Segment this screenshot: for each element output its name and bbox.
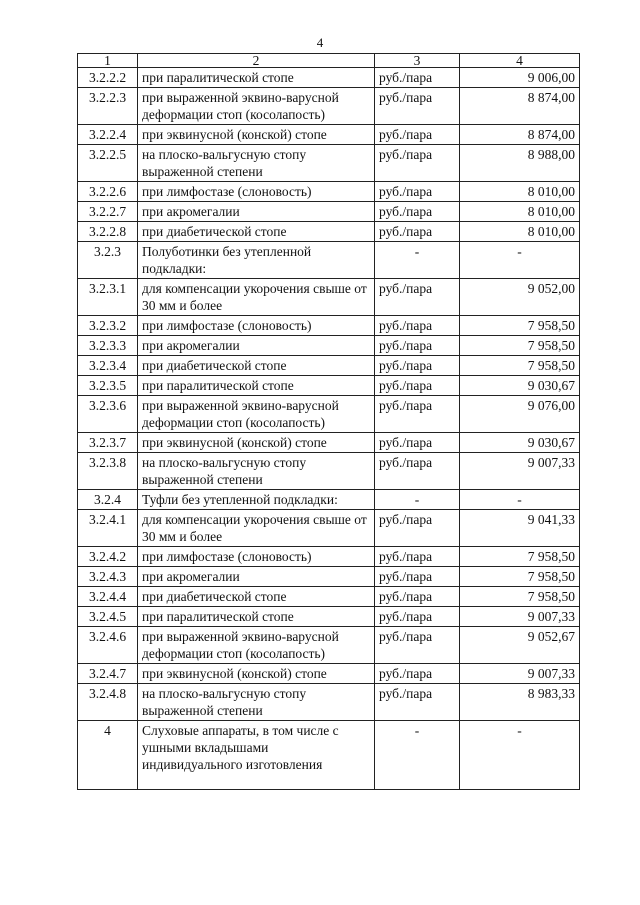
unit-cell: руб./пара: [375, 125, 460, 145]
price-cell: 9 041,33: [460, 510, 580, 547]
code-cell: 3.2.2.5: [78, 145, 138, 182]
table-row: [78, 587, 580, 607]
price-cell: -: [460, 490, 580, 510]
description-cell: при лимфостазе (слоновость): [138, 316, 375, 336]
description-cell: при эквинусной (конской) стопе: [138, 664, 375, 684]
description-cell: при выраженной эквино-варусной деформации стоп (косолапость): [138, 88, 375, 125]
description-cell: на плоско-вальгусную стопу выраженной степени: [138, 684, 375, 721]
code-cell: 3.2.2.2: [78, 68, 138, 88]
unit-cell: руб./пара: [375, 587, 460, 607]
unit-cell: руб./пара: [375, 222, 460, 242]
price-cell: 7 958,50: [460, 316, 580, 336]
table-row: [78, 396, 580, 433]
description-cell: Полуботинки без утепленной подкладки:: [138, 242, 375, 279]
unit-cell: -: [375, 490, 460, 510]
code-cell: 3.2.3.6: [78, 396, 138, 433]
code-cell: 3.2.2.6: [78, 182, 138, 202]
code-cell: 3.2.3.4: [78, 356, 138, 376]
code-cell: 4: [78, 721, 138, 790]
price-cell: 8 988,00: [460, 145, 580, 182]
unit-cell: руб./пара: [375, 664, 460, 684]
table-row: [78, 684, 580, 721]
price-cell: 8 010,00: [460, 182, 580, 202]
price-cell: 9 006,00: [460, 68, 580, 88]
price-cell: 9 052,00: [460, 279, 580, 316]
table-row: [78, 547, 580, 567]
table-row: [78, 316, 580, 336]
description-cell: при паралитической стопе: [138, 607, 375, 627]
description-cell: при выраженной эквино-варусной деформации стоп (косолапость): [138, 396, 375, 433]
table-row: [78, 125, 580, 145]
header-cell-3: 3: [375, 54, 460, 68]
code-cell: 3.2.4.7: [78, 664, 138, 684]
description-cell: для компенсации укорочения свыше от 30 мм и более: [138, 510, 375, 547]
code-cell: 3.2.3.7: [78, 433, 138, 453]
price-cell: 8 010,00: [460, 222, 580, 242]
unit-cell: руб./пара: [375, 316, 460, 336]
table-row: [78, 433, 580, 453]
code-cell: 3.2.4.2: [78, 547, 138, 567]
code-cell: 3.2.3: [78, 242, 138, 279]
description-cell: при акромегалии: [138, 202, 375, 222]
page-number: 4: [316, 35, 324, 50]
code-cell: 3.2.4.3: [78, 567, 138, 587]
price-cell: 8 874,00: [460, 88, 580, 125]
price-cell: 7 958,50: [460, 547, 580, 567]
code-cell: 3.2.2.8: [78, 222, 138, 242]
table-row: [78, 490, 580, 510]
code-cell: 3.2.4.5: [78, 607, 138, 627]
unit-cell: руб./пара: [375, 396, 460, 433]
unit-cell: руб./пара: [375, 376, 460, 396]
unit-cell: руб./пара: [375, 68, 460, 88]
unit-cell: руб./пара: [375, 88, 460, 125]
code-cell: 3.2.3.2: [78, 316, 138, 336]
unit-cell: руб./пара: [375, 684, 460, 721]
table-row: [78, 279, 580, 316]
unit-cell: руб./пара: [375, 510, 460, 547]
code-cell: 3.2.2.7: [78, 202, 138, 222]
unit-cell: руб./пара: [375, 607, 460, 627]
description-cell: при выраженной эквино-варусной деформации стоп (косолапость): [138, 627, 375, 664]
table-row: [78, 336, 580, 356]
unit-cell: руб./пара: [375, 567, 460, 587]
table-row: [78, 607, 580, 627]
price-cell: 9 030,67: [460, 376, 580, 396]
price-cell: 9 007,33: [460, 607, 580, 627]
description-cell: для компенсации укорочения свыше от 30 мм и более: [138, 279, 375, 316]
price-cell: -: [460, 242, 580, 279]
description-cell: на плоско-вальгусную стопу выраженной степени: [138, 453, 375, 490]
table-row: [78, 202, 580, 222]
code-cell: 3.2.2.3: [78, 88, 138, 125]
unit-cell: руб./пара: [375, 145, 460, 182]
code-cell: 3.2.3.8: [78, 453, 138, 490]
table-row: [78, 721, 580, 790]
unit-cell: руб./пара: [375, 433, 460, 453]
description-cell: Слуховые аппараты, в том числе с ушными вкладышами индивидуального изготовления: [138, 721, 375, 790]
table-row: [78, 68, 580, 88]
code-cell: 3.2.4: [78, 490, 138, 510]
unit-cell: руб./пара: [375, 279, 460, 316]
unit-cell: руб./пара: [375, 547, 460, 567]
table-row: [78, 242, 580, 279]
header-cell-4: 4: [460, 54, 580, 68]
unit-cell: руб./пара: [375, 453, 460, 490]
table-row: [78, 376, 580, 396]
table-row: [78, 88, 580, 125]
price-cell: 9 007,33: [460, 664, 580, 684]
description-cell: при эквинусной (конской) стопе: [138, 125, 375, 145]
table-row: [78, 510, 580, 547]
code-cell: 3.2.3.5: [78, 376, 138, 396]
table-row: [78, 356, 580, 376]
table-row: [78, 567, 580, 587]
description-cell: при акромегалии: [138, 567, 375, 587]
table-row: [78, 453, 580, 490]
price-cell: -: [460, 721, 580, 790]
unit-cell: руб./пара: [375, 202, 460, 222]
code-cell: 3.2.4.4: [78, 587, 138, 607]
unit-cell: -: [375, 721, 460, 790]
price-cell: 7 958,50: [460, 567, 580, 587]
code-cell: 3.2.3.3: [78, 336, 138, 356]
unit-cell: -: [375, 242, 460, 279]
description-cell: при диабетической стопе: [138, 587, 375, 607]
price-cell: 7 958,50: [460, 587, 580, 607]
description-cell: при эквинусной (конской) стопе: [138, 433, 375, 453]
code-cell: 3.2.2.4: [78, 125, 138, 145]
table-header-row: [78, 54, 580, 68]
table-row: [78, 182, 580, 202]
price-cell: 9 076,00: [460, 396, 580, 433]
code-cell: 3.2.3.1: [78, 279, 138, 316]
price-cell: 8 874,00: [460, 125, 580, 145]
price-cell: 7 958,50: [460, 336, 580, 356]
description-cell: при паралитической стопе: [138, 68, 375, 88]
description-cell: при лимфостазе (слоновость): [138, 182, 375, 202]
description-cell: на плоско-вальгусную стопу выраженной степени: [138, 145, 375, 182]
price-cell: 9 052,67: [460, 627, 580, 664]
description-cell: при паралитической стопе: [138, 376, 375, 396]
table-row: [78, 222, 580, 242]
code-cell: 3.2.4.8: [78, 684, 138, 721]
unit-cell: руб./пара: [375, 356, 460, 376]
price-cell: 7 958,50: [460, 356, 580, 376]
description-cell: при диабетической стопе: [138, 356, 375, 376]
table-row: [78, 664, 580, 684]
unit-cell: руб./пара: [375, 627, 460, 664]
description-cell: Туфли без утепленной подкладки:: [138, 490, 375, 510]
table-row: [78, 145, 580, 182]
price-cell: 9 030,67: [460, 433, 580, 453]
description-cell: при диабетической стопе: [138, 222, 375, 242]
price-cell: 8 010,00: [460, 202, 580, 222]
price-cell: 8 983,33: [460, 684, 580, 721]
unit-cell: руб./пара: [375, 336, 460, 356]
price-cell: 9 007,33: [460, 453, 580, 490]
price-table: [77, 53, 580, 790]
code-cell: 3.2.4.6: [78, 627, 138, 664]
table-row: [78, 627, 580, 664]
header-cell-2: 2: [138, 54, 375, 68]
header-cell-1: 1: [78, 54, 138, 68]
description-cell: при акромегалии: [138, 336, 375, 356]
code-cell: 3.2.4.1: [78, 510, 138, 547]
description-cell: при лимфостазе (слоновость): [138, 547, 375, 567]
unit-cell: руб./пара: [375, 182, 460, 202]
